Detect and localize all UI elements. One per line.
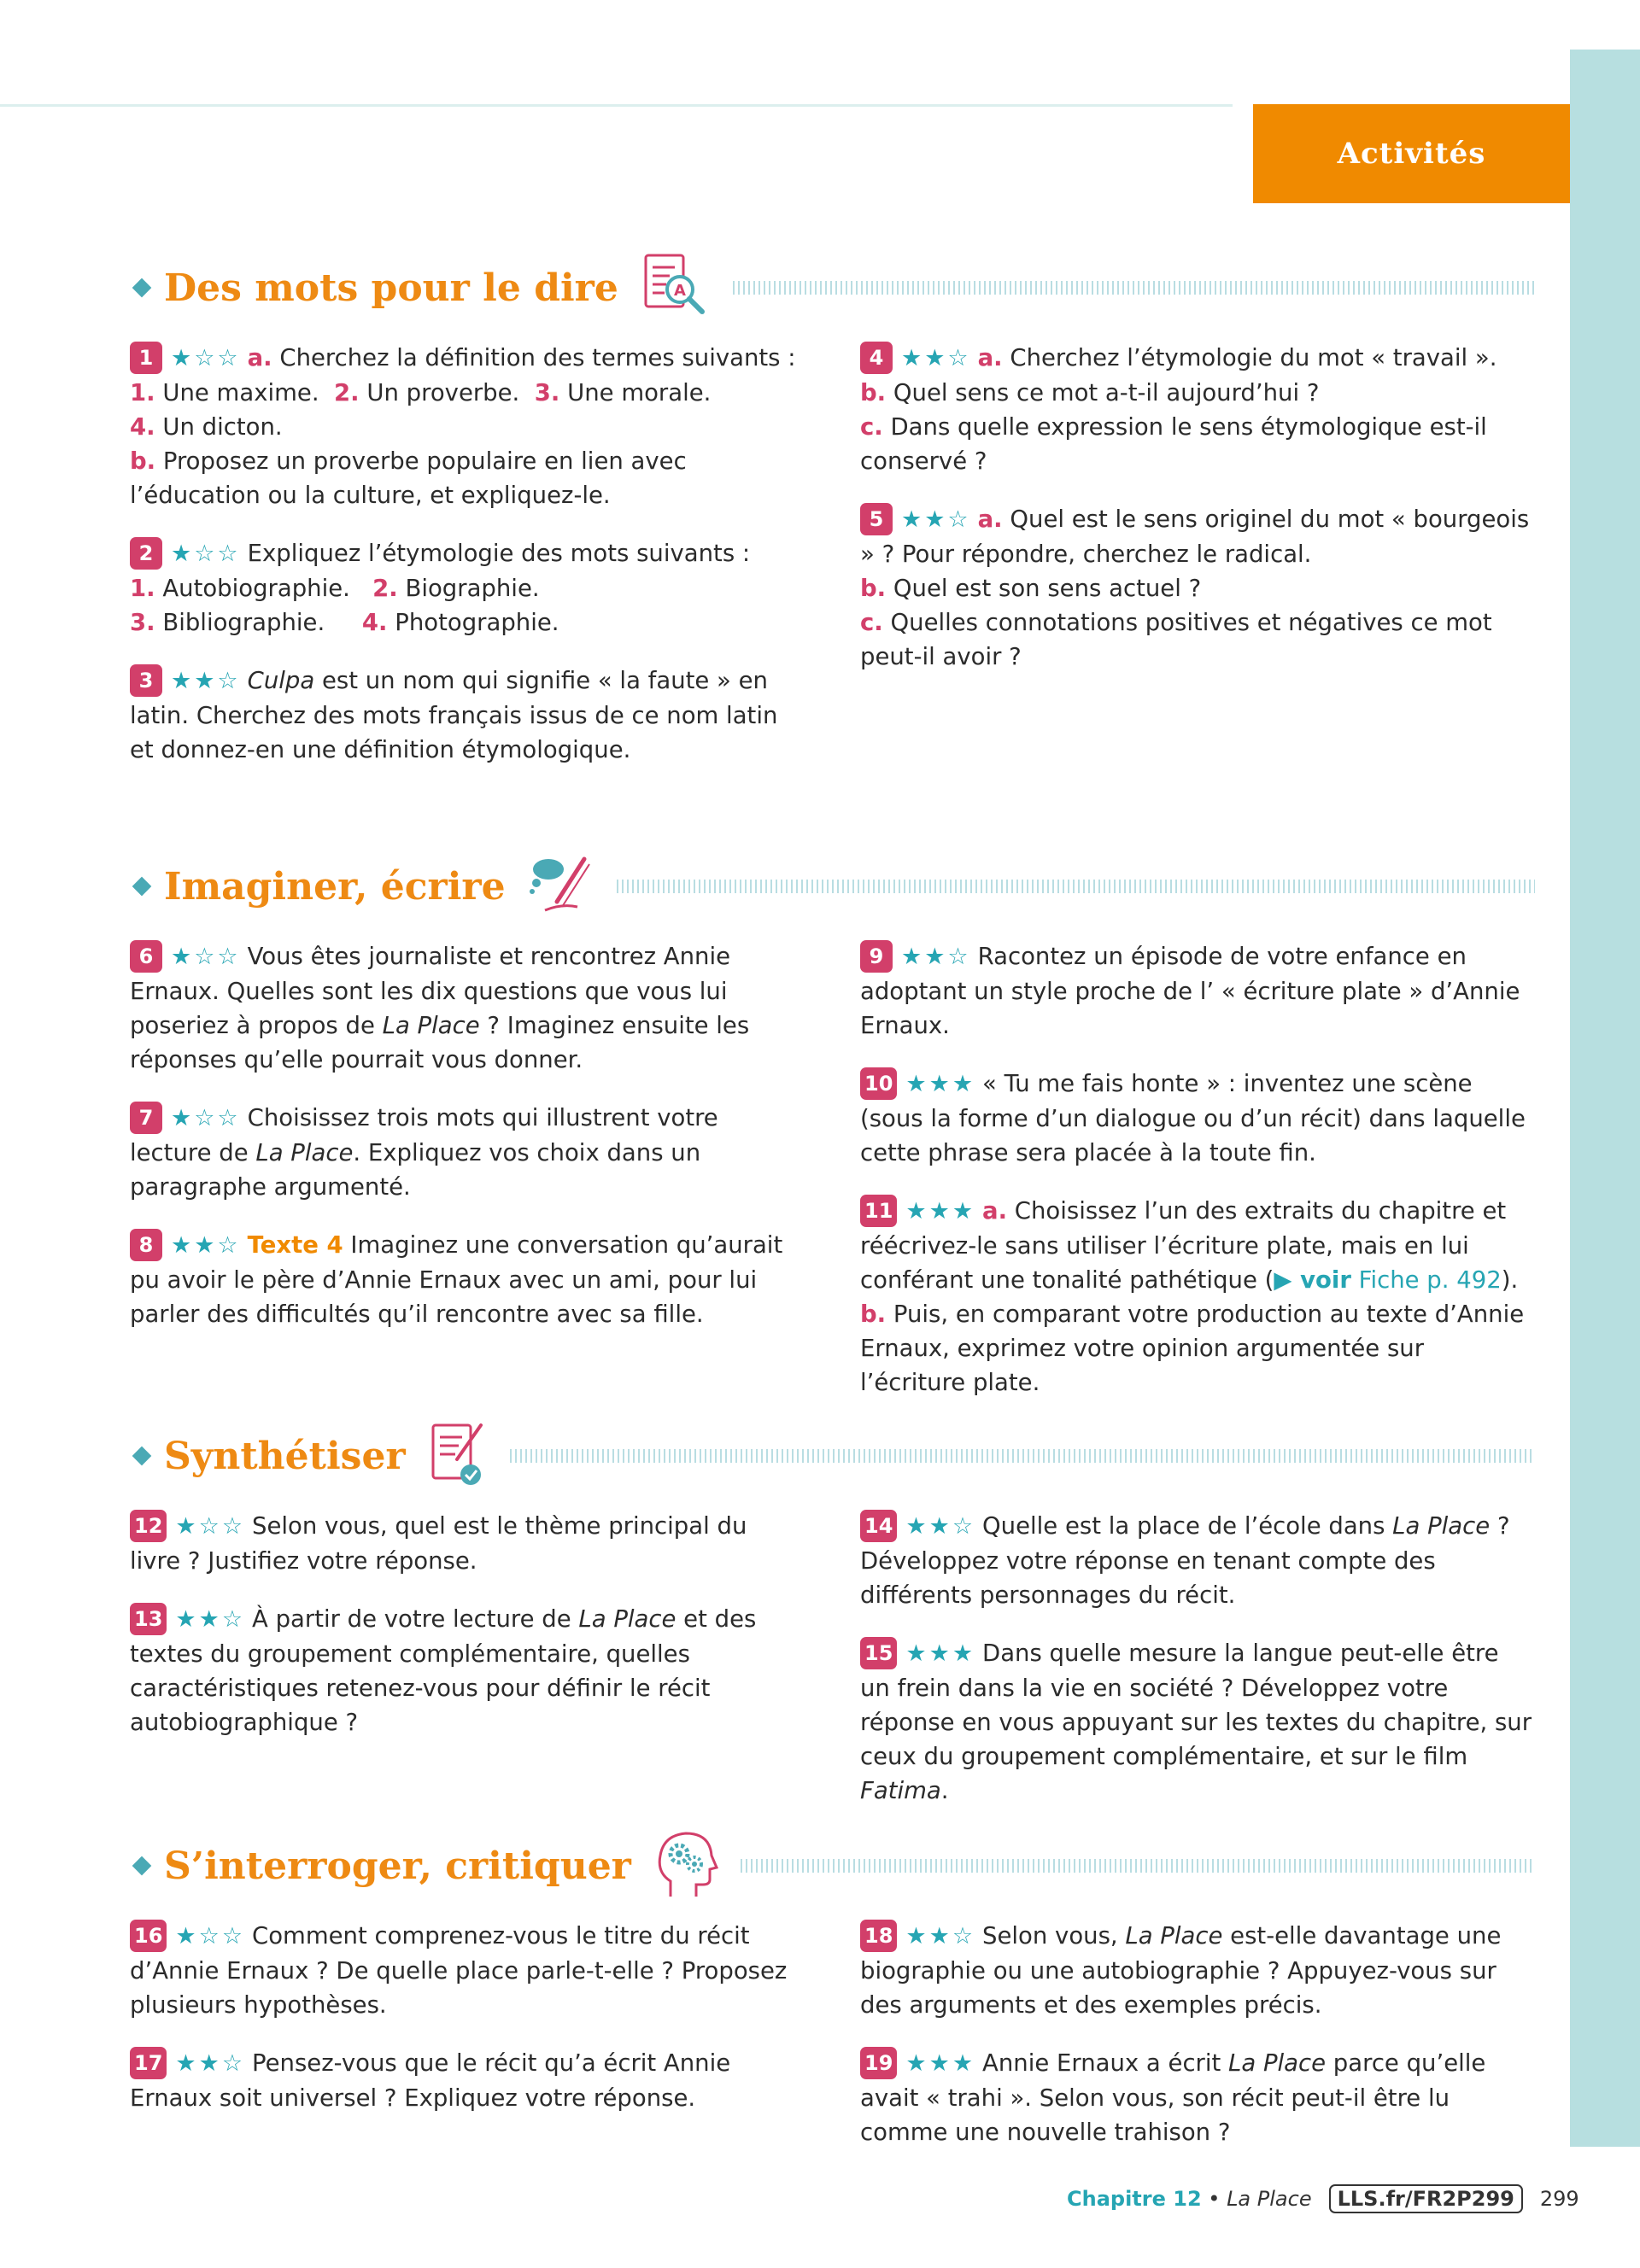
column-right	[860, 1919, 1535, 2173]
column-right	[860, 1509, 1539, 1832]
question-label: 2.	[372, 575, 398, 602]
activity-10	[860, 1067, 1535, 1170]
section-title: Des mots pour le dire	[164, 266, 618, 310]
section-rule	[510, 1449, 1535, 1463]
column-left	[130, 1509, 805, 1832]
activity-text: Comment comprenez-vous le titre du récit d’Annie Ernaux ? De quelle place parle-t-elle ? Proposez plusieurs hypothèses.	[130, 1922, 795, 2019]
activity-12	[130, 1509, 805, 1578]
activity-text: et des textes du groupement complémentaire, quelles caractéristiques retenez-vous pour définir le récit autobiographique ?	[130, 1605, 764, 1736]
activity-text: Quel est son sens actuel ?	[886, 575, 1202, 602]
activity-text: Choisissez l’un des extraits du chapitre et réécrivez-le sans utiliser l’écriture plate, mais en lui conférant une tonalité pathétique (	[860, 1197, 1514, 1294]
activity-8	[130, 1228, 805, 1331]
svg-text:A: A	[673, 282, 686, 300]
question-label: b.	[130, 447, 156, 475]
activity-18	[860, 1919, 1535, 2022]
question-label: c.	[860, 413, 883, 441]
activity-5	[860, 502, 1535, 674]
question-label: a.	[977, 344, 1003, 371]
difficulty-stars-icon: ★★★	[905, 1198, 976, 1225]
activity-text: Quelle est la place de l’école dans	[982, 1512, 1393, 1540]
section-imaginer	[130, 852, 1535, 1423]
activity-text: Un proverbe.	[359, 379, 535, 406]
question-label: c.	[860, 609, 883, 636]
activity-text: Expliquez l’étymologie des mots suivants :	[247, 540, 751, 567]
difficulty-stars-icon: ★★☆	[171, 668, 241, 694]
question-label: 4.	[361, 609, 388, 636]
diamond-bullet-icon	[132, 1856, 152, 1876]
section-rule	[617, 880, 1535, 893]
activity-text: Dans quelle mesure la langue peut-elle être un frein dans la vie en société ? Développez votre réponse en vous appuyant sur les textes du chapitre, sur ceux du groupement complémentaire, et sur le film	[860, 1640, 1539, 1770]
section-interroger	[130, 1832, 1535, 2173]
activity-number-badge: 12	[130, 1510, 167, 1542]
difficulty-stars-icon: ★☆☆	[171, 944, 241, 970]
activity-text: Selon vous,	[982, 1922, 1126, 1949]
activity-number-badge: 5	[860, 503, 893, 535]
footer-link[interactable]: LLS.fr/FR2P299	[1329, 2184, 1523, 2213]
activity-text: est un nom qui signifie « la faute » en latin. Cherchez des mots français issus de ce nom latin et donnez-en une définition étymologique.	[130, 667, 786, 763]
question-label: 1.	[130, 379, 155, 406]
italic-text: La Place	[578, 1605, 676, 1633]
activity-text: Une maxime.	[155, 379, 335, 406]
section-header	[130, 1422, 1535, 1490]
activity-text: Puis, en comparant votre production au texte d’Annie Ernaux, exprimez votre opinion argumentée sur l’écriture plate.	[860, 1301, 1532, 1396]
activity-14	[860, 1509, 1535, 1612]
difficulty-stars-icon: ★★★	[905, 1640, 976, 1667]
question-label: 3.	[130, 609, 155, 636]
section-synthetiser	[130, 1422, 1539, 1832]
activity-number-badge: 17	[130, 2047, 167, 2079]
activity-text: ? Développez votre réponse en tenant compte des différents personnages du récit.	[860, 1512, 1518, 1609]
section-header	[130, 254, 1535, 322]
diamond-bullet-icon	[132, 278, 152, 298]
activity-text: Imaginez une conversation qu’aurait pu avoir le père d’Annie Ernaux avec un ami, pour lui parler des difficultés qu’il rencontre avec sa fille.	[130, 1231, 790, 1328]
activity-text: Vous êtes journaliste et rencontrez Annie Ernaux. Quelles sont les dix questions que vous lui poseriez à propos de	[130, 943, 738, 1039]
question-label: 3.	[534, 379, 560, 406]
side-band	[1570, 50, 1640, 2147]
section-rule	[733, 281, 1535, 295]
difficulty-stars-icon: ★★☆	[171, 1232, 241, 1259]
section-header	[130, 852, 1535, 921]
question-label: a.	[982, 1197, 1008, 1225]
activity-9	[860, 939, 1535, 1043]
activity-number-badge: 9	[860, 940, 893, 973]
footer-book-title: La Place	[1227, 2187, 1312, 2211]
question-label: a.	[247, 344, 272, 371]
column-left	[130, 939, 805, 1423]
activity-text: . Expliquez vos choix dans un paragraphe argumenté.	[130, 1139, 708, 1201]
difficulty-stars-icon: ★☆☆	[171, 1105, 241, 1131]
activity-text: parce qu’elle avait « trahi ». Selon vous, son récit peut-il être lu comme une nouvelle trahison ?	[860, 2049, 1494, 2146]
diamond-bullet-icon	[132, 877, 152, 897]
section-des-mots	[130, 254, 1535, 791]
activity-text: ? Imaginez ensuite les réponses qu’elle pourrait vous donner.	[130, 1012, 757, 1073]
activity-text: ).	[1501, 1266, 1519, 1294]
activity-text: Une morale.	[559, 379, 712, 406]
activity-text: Quel sens ce mot a-t-il aujourd’hui ?	[886, 379, 1320, 406]
fiche-link[interactable]: Fiche p. 492	[1350, 1266, 1502, 1294]
activity-text: Annie Ernaux a écrit	[982, 2049, 1229, 2077]
activity-text: Selon vous, quel est le thème principal du livre ? Justifiez votre réponse.	[130, 1512, 755, 1575]
activity-number-badge: 16	[130, 1920, 167, 1952]
activity-number-badge: 2	[130, 537, 162, 570]
column-right	[860, 939, 1535, 1423]
activity-number-badge: 13	[130, 1603, 167, 1635]
section-title: S’interroger, critiquer	[164, 1844, 631, 1888]
activity-4	[860, 341, 1535, 478]
question-label: 1.	[130, 575, 155, 602]
difficulty-stars-icon: ★★★	[905, 2050, 976, 2077]
difficulty-stars-icon: ★★★	[905, 1071, 976, 1097]
difficulty-stars-icon: ★☆☆	[175, 1923, 246, 1949]
activity-text: Racontez un épisode de votre enfance en adoptant un style proche de l’ « écriture plate » d’Annie Ernaux.	[860, 943, 1528, 1039]
activity-11	[860, 1194, 1535, 1400]
italic-text: La Place	[1392, 1512, 1491, 1540]
footer-page-number: 299	[1539, 2187, 1579, 2211]
activity-1	[130, 341, 805, 512]
activity-13	[130, 1602, 805, 1739]
italic-text: Culpa	[247, 667, 315, 694]
page-footer	[1067, 2184, 1579, 2213]
question-label: 2.	[334, 379, 360, 406]
italic-text: La Place	[382, 1012, 480, 1039]
section-rule	[741, 1859, 1535, 1873]
activity-text: Bibliographie.	[155, 609, 362, 636]
italic-text: La Place	[1125, 1922, 1223, 1949]
activity-number-badge: 8	[130, 1229, 162, 1261]
difficulty-stars-icon: ★☆☆	[171, 541, 241, 567]
question-label: 4.	[130, 413, 155, 441]
difficulty-stars-icon: ★☆☆	[171, 345, 241, 371]
activity-number-badge: 4	[860, 342, 893, 374]
activity-15	[860, 1636, 1539, 1808]
question-label: a.	[977, 506, 1003, 533]
difficulty-stars-icon: ★★☆	[905, 1513, 976, 1540]
italic-text: Fatima	[860, 1777, 941, 1804]
column-right	[860, 341, 1535, 791]
activity-text: À partir de votre lecture de	[252, 1605, 579, 1633]
activity-text: Autobiographie.	[155, 575, 373, 602]
activity-number-badge: 7	[130, 1102, 162, 1134]
activity-7	[130, 1101, 805, 1204]
section-header	[130, 1832, 1535, 1900]
difficulty-stars-icon: ★★☆	[905, 1923, 976, 1949]
activity-number-badge: 15	[860, 1637, 897, 1669]
difficulty-stars-icon: ★★☆	[175, 1606, 246, 1633]
footer-chapter: Chapitre 12	[1067, 2187, 1202, 2211]
activity-text: Cherchez l’étymologie du mot « travail ».	[1002, 344, 1497, 371]
voir-link[interactable]: ▶ voir	[1274, 1266, 1351, 1294]
checklist-icon	[428, 1420, 488, 1492]
activity-number-badge: 18	[860, 1920, 897, 1952]
activity-17	[130, 2046, 805, 2115]
activity-text: Proposez un proverbe populaire en lien avec l’éducation ou la culture, et expliquez-le.	[130, 447, 694, 509]
document-search-icon	[641, 252, 711, 324]
activity-text: Cherchez la définition des termes suivants :	[272, 344, 796, 371]
footer-separator: •	[1201, 2187, 1227, 2211]
activity-text: Quel est le sens originel du mot « bourgeois » ? Pour répondre, cherchez le radical.	[860, 506, 1537, 568]
activity-number-badge: 1	[130, 342, 162, 374]
thought-pencil-icon	[528, 854, 594, 919]
head-gears-icon	[653, 1828, 718, 1903]
activity-text: est-elle davantage une biographie ou une autobiographie ? Appuyez-vous sur des arguments et des exemples précis.	[860, 1922, 1509, 2019]
column-left	[130, 1919, 805, 2173]
difficulty-stars-icon: ★★☆	[901, 345, 971, 371]
activity-19	[860, 2046, 1535, 2149]
activity-16	[130, 1919, 805, 2022]
difficulty-stars-icon: ★★☆	[901, 944, 971, 970]
italic-text: La Place	[1228, 2049, 1327, 2077]
activity-text: Un dicton.	[155, 413, 283, 441]
activity-text: Dans quelle expression le sens étymologique est-il conservé ?	[860, 413, 1495, 475]
activity-6	[130, 939, 805, 1077]
activity-number-badge: 10	[860, 1067, 897, 1100]
activity-3	[130, 663, 805, 767]
activity-text: Pensez-vous que le récit qu’a écrit Annie Ernaux soit universel ? Expliquez votre réponse.	[130, 2049, 738, 2112]
column-left	[130, 341, 805, 791]
diamond-bullet-icon	[132, 1447, 152, 1466]
activity-text: Choisissez trois mots qui illustrent votre lecture de	[130, 1104, 726, 1166]
activity-text: Photographie.	[387, 609, 559, 636]
text-reference: Texte 4	[247, 1231, 343, 1259]
activity-text: .	[940, 1777, 949, 1804]
activity-text: « Tu me fais honte » : inventez une scène (sous la forme d’un dialogue ou d’un récit) dans laquelle cette phrase sera placée à la toute fin.	[860, 1070, 1533, 1166]
activity-text: Biographie.	[397, 575, 540, 602]
activities-banner: Activités	[1253, 104, 1570, 203]
question-label: b.	[860, 575, 887, 602]
activity-number-badge: 3	[130, 664, 162, 697]
activity-text: Quelles connotations positives et négatives ce mot peut-il avoir ?	[860, 609, 1500, 670]
difficulty-stars-icon: ★★☆	[175, 2050, 246, 2077]
activity-number-badge: 11	[860, 1195, 897, 1227]
top-rule	[0, 104, 1233, 107]
activity-2	[130, 536, 805, 640]
difficulty-stars-icon: ★☆☆	[175, 1513, 246, 1540]
activity-number-badge: 14	[860, 1510, 897, 1542]
section-title: Imaginer, écrire	[164, 864, 506, 909]
difficulty-stars-icon: ★★☆	[901, 506, 971, 533]
section-title: Synthétiser	[164, 1434, 406, 1478]
question-label: b.	[860, 379, 887, 406]
italic-text: La Place	[255, 1139, 354, 1166]
activity-number-badge: 19	[860, 2047, 897, 2079]
question-label: b.	[860, 1301, 887, 1328]
activity-number-badge: 6	[130, 940, 162, 973]
